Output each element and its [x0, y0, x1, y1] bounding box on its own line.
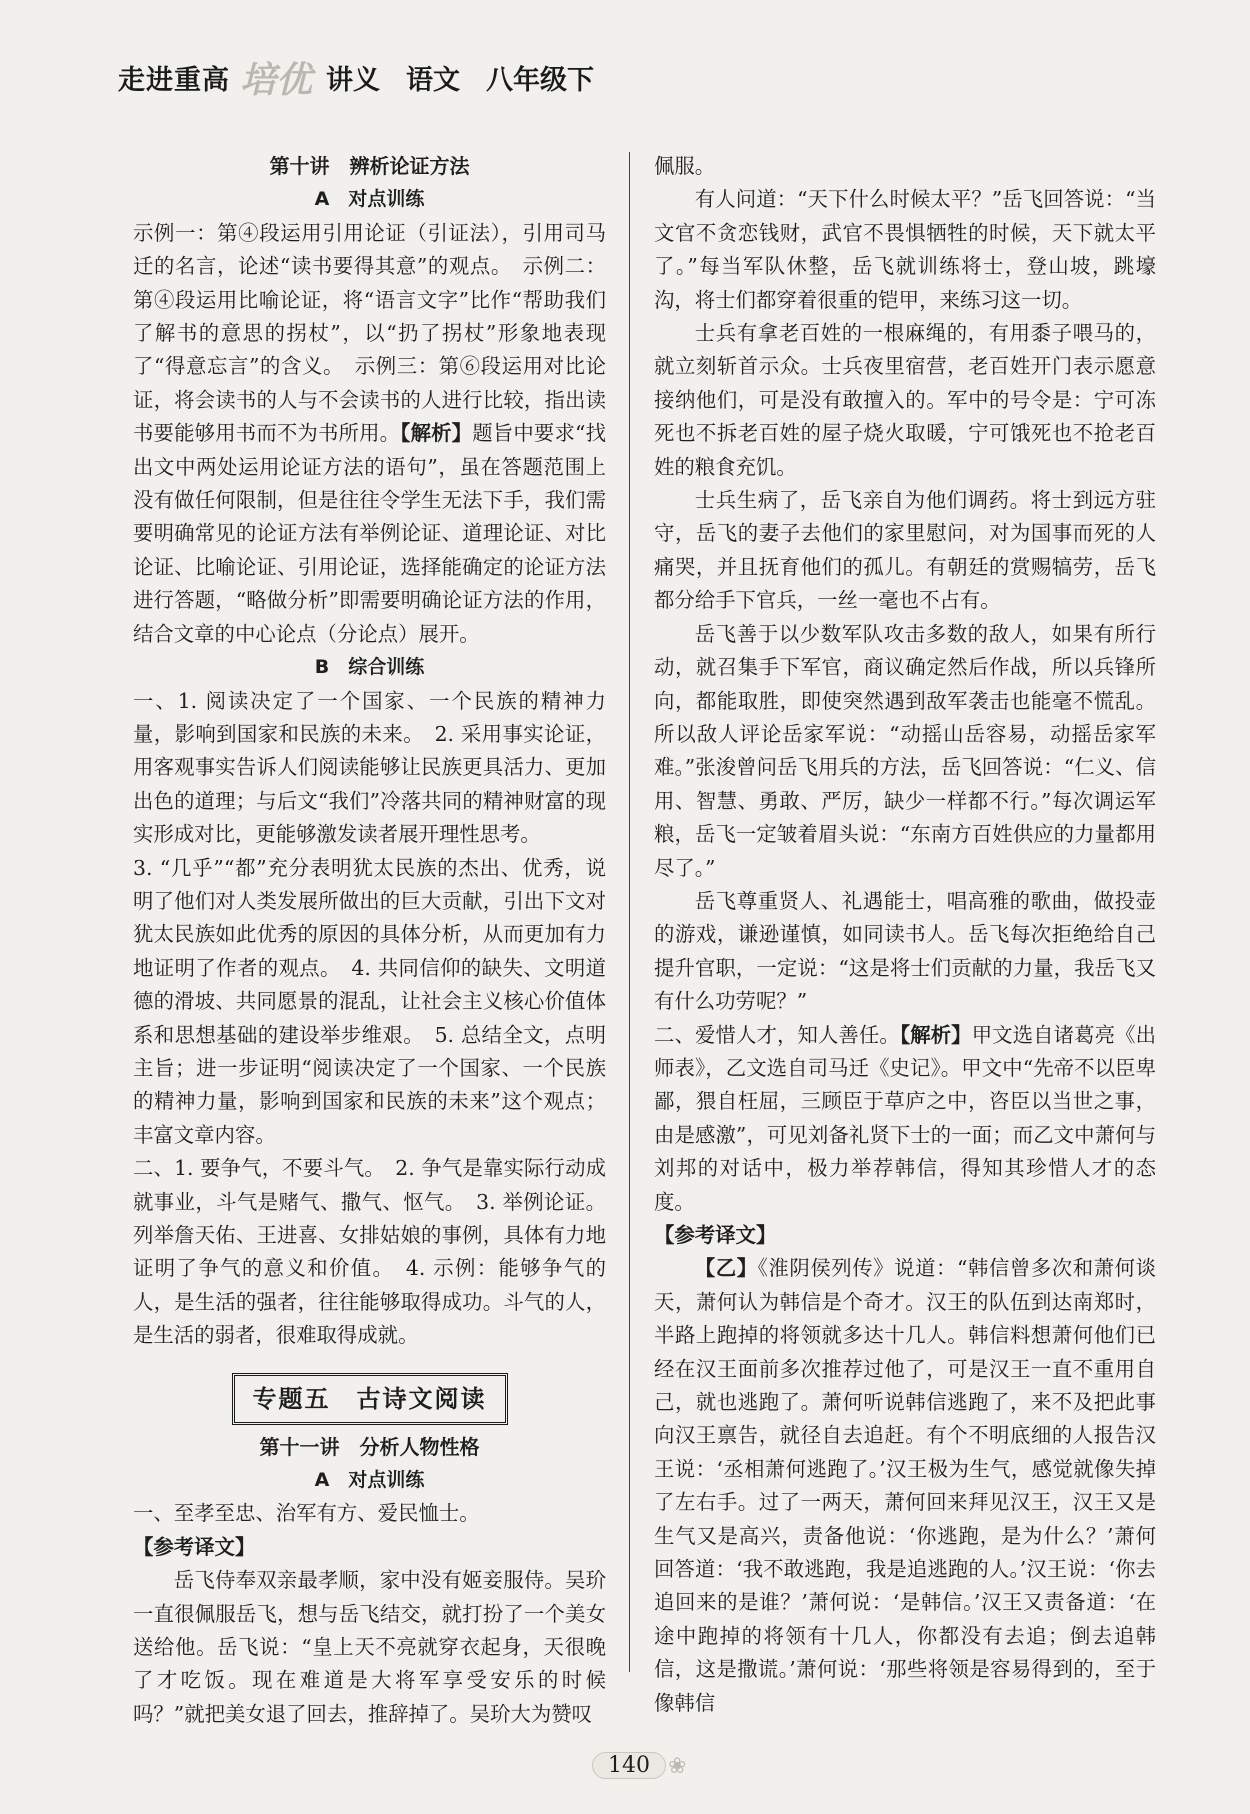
- answer-paragraph: 一、1. 阅读决定了一个国家、一个民族的精神力量，影响到国家和民族的未来。 2. 采用事实论证，用客观事实告诉人们阅读能够让民族更具活力、更加出色的道理；与后文“我们”冷落共同的精神财富的现实形成对比，更能够激发读者展开理性思考。: [133, 688, 606, 847]
- answer-text: 示例一：第④段运用引用论证（引证法），引用司马迁的名言，论述“读书要得其意”的观点。 示例二：第④段运用比喻论证，将“语言文字”比作“帮助我们了解书的意思的拐杖”，以“扔了拐杖”形象地表现了“得意忘言”的含义。 示例三：第⑥段运用对比论证，将会读书的人与不会读书的人进行比较，指出读书要能够用书而不为书所用。: [133, 220, 606, 446]
- answer-paragraph: [654, 1019, 1156, 1219]
- analysis-text: 甲文选自诸葛亮《出师表》，乙文选自司马迁《史记》。甲文中“先帝不以臣卑鄙，猥自枉屈，三顾臣于草庐之中，咨臣以当世之事，由是感激”，可见刘备礼贤下士的一面；而乙文中萧何与刘邦的对话中，极力举荐韩信，得知其珍惜人才的态度。: [654, 1022, 1157, 1214]
- text-b-tag: 【乙】: [694, 1256, 758, 1281]
- analysis-tag: 【解析】: [400, 421, 473, 446]
- translation-paragraph: 士兵有拿老百姓的一根麻绳的，有用黍子喂马的，就立刻斩首示众。士兵夜里宿营，老百姓开门表示愿意接纳他们，可是没有敢擅入的。军中的号令是：宁可冻死也不拆老百姓的屋子烧火取暖，宁可饿死也不抢老百姓的粮食充饥。: [654, 321, 1156, 479]
- translation-paragraph: 士兵生病了，岳飞亲自为他们调药。将士到远方驻守，岳飞的妻子去他们的家里慰问，对为国事而死的人痛哭，并且抚育他们的孤儿。有朝廷的赏赐犒劳，岳飞都分给手下官兵，一丝一毫也不占有。: [654, 488, 1156, 613]
- translation-paragraph: 岳飞尊重贤人、礼遇能士，唱高雅的歌曲，做投壶的游戏，谦逊谨慎，如同读书人。岳飞每次拒绝给自己提升官职，一定说：“这是将士们贡献的力量，我岳飞又有什么功劳呢？”: [654, 888, 1156, 1014]
- lecture-10-title: 第十讲 辨析论证方法: [269, 154, 470, 178]
- answer-paragraph: 一、至孝至忠、治军有方、爱民恤士。: [133, 1501, 480, 1526]
- analysis-tag: 【解析】: [899, 1022, 972, 1047]
- page-number: 140: [592, 1752, 666, 1779]
- flower-icon: ❀: [668, 1754, 687, 1779]
- translation-text: 《淮阴侯列传》说道：“韩信曾多次和萧何谈天，萧何认为韩信是个奇才。汉王的队伍到达南郑时，半路上跑掉的将领就多达十几人。韩信料想萧何他们已经在汉王面前多次推荐过他了，可是汉王一直不重用自己，就也逃跑了。萧何听说韩信逃跑了，来不及把此事向汉王禀告，就径自去追赶。有个不明底细的人报告汉王说：‘丞相萧何逃跑了。’汉王极为生气，感觉就像失掉了左右手。过了一两天，萧何回来拜见汉王，汉王又是生气又是高兴，责备他说：‘你逃跑，是为什么？’萧何回答道：‘我不敢逃跑，我是追逃跑的人。’汉王说：‘你去追回来的是谁？’萧何说：‘是韩信。’汉王又责备道：‘在途中跑掉的将领有十几人，你都没有去追；倒去追韩信，这是撒谎。’萧何说：‘那些将领是容易得到的，至于像韩信: [654, 1256, 1156, 1715]
- translation-paragraph: 佩服。: [654, 154, 716, 178]
- reference-translation-tag: 【参考译文】: [133, 1534, 256, 1559]
- header-grade: 八年级下: [486, 64, 595, 96]
- answer-paragraph: [133, 217, 606, 651]
- translation-paragraph: 岳飞侍奉双亲最孝顺，家中没有姬妾服侍。吴玠一直很佩服岳飞，想与岳飞结交，就打扮了一个美女送给他。岳飞说：“皇上天不亮就穿衣起身，天很晚了才吃饭。现在难道是大将军享受安乐的时候吗？”就把美女退了回去，推辞掉了。吴玠大为赞叹: [133, 1568, 606, 1726]
- header-brand: 走进重高: [118, 64, 230, 96]
- section-a-heading: A 对点训练: [314, 188, 425, 211]
- topic-heading-wrap: [133, 1373, 606, 1425]
- answer-paragraph: 3. “几乎”“都”充分表明犹太民族的杰出、优秀，说明了他们对人类发展所做出的巨大贡献，引出下文对犹太民族如此优秀的原因的具体分析，从而更加有力地证明了作者的观点。 4. 共同信仰的缺失、文明道德的滑坡、共同愿景的混乱，让社会主义核心价值体系和思想基础的建设举步维艰。 5. 总结全文，点明主旨；进一步证明“阅读决定了一个国家、一个民族的精神力量，影响到国家和民族的未来”这个观点；丰富文章内容。: [133, 855, 606, 1147]
- header-logo: 培优: [240, 58, 313, 101]
- lecture-11-title: 第十一讲 分析人物性格: [259, 1434, 480, 1459]
- topic-heading: 专题五 古诗文阅读: [232, 1373, 508, 1425]
- column-divider: [629, 152, 630, 1672]
- section-b-heading: B 综合训练: [314, 656, 425, 679]
- page-header: [118, 52, 620, 102]
- translation-paragraph: 有人问道：“天下什么时候太平？”岳飞回答说：“当文官不贪恋钱财，武官不畏惧牺牲的时候，天下就太平了。”每当军队休整，岳飞就训练将士，登山坡，跳壕沟，将士们都穿着很重的铠甲，来练习这一切。: [654, 187, 1156, 312]
- analysis-text: 题旨中要求“找出文中两处运用论证方法的语句”，虽在答题范围上没有做任何限制，但是往往令学生无法下手，我们需要明确常见的论证方法有举例论证、道理论证、对比论证、比喻论证、引用论证，选择能确定的论证方法进行答题，“略做分析”即需要明确论证方法的作用，结合文章的中心论点（分论点）展开。: [133, 421, 606, 646]
- answer-paragraph: 二、1. 要争气，不要斗气。 2. 争气是靠实际行动成就事业，斗气是赌气、撒气、怄气。 3. 举例论证。列举詹天佑、王进喜、女排姑娘的事例，具体有力地证明了争气的意义和价值。 4. 示例：能够争气的人，是生活的强者，往往能够取得成功。斗气的人，是生活的弱者，很难取得成就。: [133, 1156, 606, 1348]
- translation-paragraph: 岳飞善于以少数军队攻击多数的敌人，如果有所行动，就召集手下军官，商议确定然后作战，所以兵锋所向，都能取胜，即使突然遇到敌军袭击也能毫不慌乱。所以敌人评论岳家军说：“动摇山岳容易，动摇岳家军难。”张浚曾问岳飞用兵的方法，岳飞回答说：“仁义、信用、智慧、勇敢、严厉，缺少一样都不行。”每次调运军粮，岳飞一定皱着眉头说：“东南方百姓供应的力量都用尽了。”: [654, 621, 1156, 880]
- translation-paragraph: [654, 1252, 1156, 1720]
- header-subject: 语文: [406, 64, 461, 96]
- left-column: [133, 150, 606, 1731]
- reference-translation-tag: 【参考译文】: [654, 1223, 777, 1247]
- answer-text: 二、爱惜人才，知人善任。: [654, 1022, 900, 1047]
- header-type: 讲义: [326, 64, 381, 96]
- section-a2-heading: A 对点训练: [314, 1469, 425, 1492]
- right-column: [654, 150, 1156, 1720]
